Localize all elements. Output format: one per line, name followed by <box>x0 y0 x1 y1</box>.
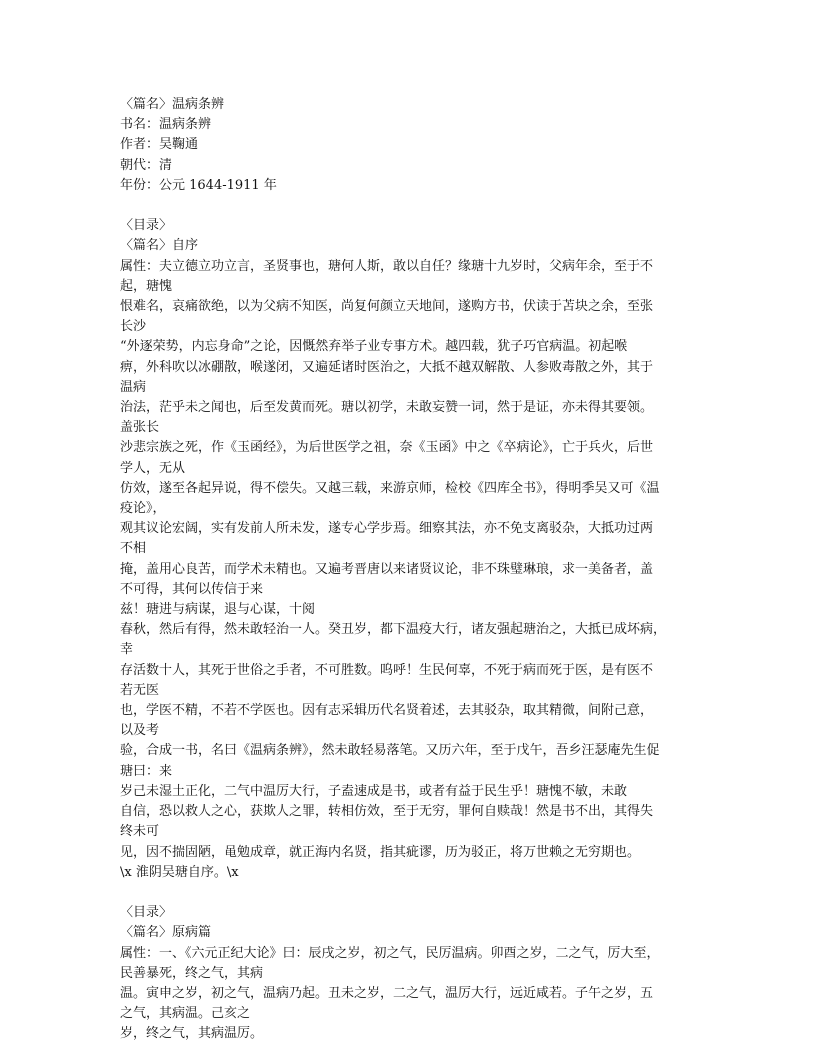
paragraph-gap <box>120 196 700 216</box>
book-name-line: 书名：温病条辨 <box>120 117 212 133</box>
preface-section <box>120 216 700 883</box>
text-line: 见，因不揣固陋，黾勉成章，就正海内名贤，指其疵谬，历为驳正，将万世赖之无穷期也。 <box>120 844 641 860</box>
text-line: 观其议论宏阔，实有发前人所未发，遂专心学步焉。细察其法，亦不免支离驳杂，大抵功过两 <box>120 521 654 537</box>
text-line: 存活数十人，其死于世俗之手者，不可胜数。呜呼！生民何辜，不死于病而死于医，是有医不 <box>120 662 654 678</box>
year-line: 年份：公元 1644-1911 年 <box>120 177 277 193</box>
text-line: 疫论》， <box>120 501 166 517</box>
text-line: 掩，盖用心良苦，而学术未精也。又遍考晋唐以来诸贤议论，非不珠璧琳琅，求一美备者，盖 <box>120 561 654 577</box>
origin-section <box>120 903 700 1044</box>
text-line: 若无医 <box>120 682 160 698</box>
chapter-title-line: 〈篇名〉温病条辨 <box>120 97 225 112</box>
text-line: 温。寅申之岁，初之气，温病乃起。丑未之岁，二之气，温厉大行，远近咸若。子午之岁，五 <box>120 985 654 1001</box>
toc-marker: 〈目录〉 <box>120 218 173 234</box>
text-line: 温病 <box>120 379 147 395</box>
text-line: 学人，无从 <box>120 460 186 476</box>
text-line: 岁己未湿土正化，二气中温厉大行，子盍速成是书，或者有益于民生乎！瑭愧不敏，未敢 <box>120 783 628 799</box>
text-line: 瑭曰：来 <box>120 763 173 779</box>
text-line: 仿效，遂至各起异说，得不偿失。又越三载，来游京师，检校《四库全书》，得明季吴又可《温 <box>120 480 660 496</box>
author-line: 作者：吴鞠通 <box>120 137 199 153</box>
signature-line: \x 淮阴吴瑭自序。\x <box>120 864 239 880</box>
text-line: 验，合成一书，名曰《温病条辨》，然未敢轻易落笔。又历六年，至于戊午，吾乡汪瑟庵先生促 <box>120 743 660 759</box>
text-line: 沙悲宗族之死，作《玉函经》，为后世医学之祖，奈《玉函》中之《卒病论》，亡于兵火，后世 <box>120 440 654 456</box>
text-line: 春秋，然后有得，然未敢轻治一人。癸丑岁，都下温疫大行，诸友强起瑭治之，大抵已成坏病， <box>120 622 667 638</box>
document-page <box>120 95 700 1045</box>
text-line: 属性：一、《六元正纪大论》曰：辰戌之岁，初之气，民厉温病。卯酉之岁，二之气，厉大至， <box>120 945 660 961</box>
text-line: 幸 <box>120 642 134 658</box>
dynasty-line: 朝代：清 <box>120 157 173 173</box>
text-line: 起，瑭愧 <box>120 278 173 294</box>
text-line: 也，学医不精，不若不学医也。因有志采辑历代名贤着述，去其驳杂，取其精微，间附己意， <box>120 703 654 719</box>
text-line: 属性：夫立德立功立言，圣贤事也，瑭何人斯，敢以自任？缘瑭十九岁时，父病年余，至于不 <box>120 258 654 274</box>
text-line: 盖张长 <box>120 420 160 436</box>
text-line: 痹，外科吹以冰硼散，喉遂闭，又遍延诸时医治之，大抵不越双解散、人参败毒散之外，其于 <box>120 359 654 375</box>
text-line: 长沙 <box>120 319 147 335</box>
text-line: 兹！瑭进与病谋，退与心谋，十阅 <box>120 602 316 618</box>
book-header <box>120 95 700 196</box>
text-line: 治法，茫乎未之闻也，后至发黄而死。瑭以初学，未敢妄赞一词，然于是证，亦未得其要领。 <box>120 400 654 416</box>
text-line: 岁，终之气，其病温厉。 <box>120 1026 264 1042</box>
toc-marker: 〈目录〉 <box>120 905 173 921</box>
text-line: 之气，其病温。己亥之 <box>120 1006 251 1022</box>
text-line: 以及考 <box>120 723 160 739</box>
section-title: 〈篇名〉自序 <box>120 238 199 254</box>
text-line: 不相 <box>120 541 147 557</box>
text-line: “外逐荣势，内忘身命”之论，因慨然弃举子业专事方术。越四载，犹子巧官病温。初起喉 <box>120 339 628 355</box>
paragraph-gap <box>120 883 700 903</box>
text-line: 自信，恐以救人之心，获欺人之罪，转相仿效，至于无穷，罪何自赎哉！然是书不出，其得失 <box>120 804 654 820</box>
text-line: 恨难名，哀痛欲绝，以为父病不知医，尚复何颜立天地间，遂购方书，伏读于苫块之余，至张 <box>120 299 654 315</box>
text-line: 不可得，其何以传信于来 <box>120 581 264 597</box>
text-line: 终未可 <box>120 824 160 840</box>
section-title: 〈篇名〉原病篇 <box>120 925 212 941</box>
text-line: 民善暴死，终之气，其病 <box>120 965 264 981</box>
